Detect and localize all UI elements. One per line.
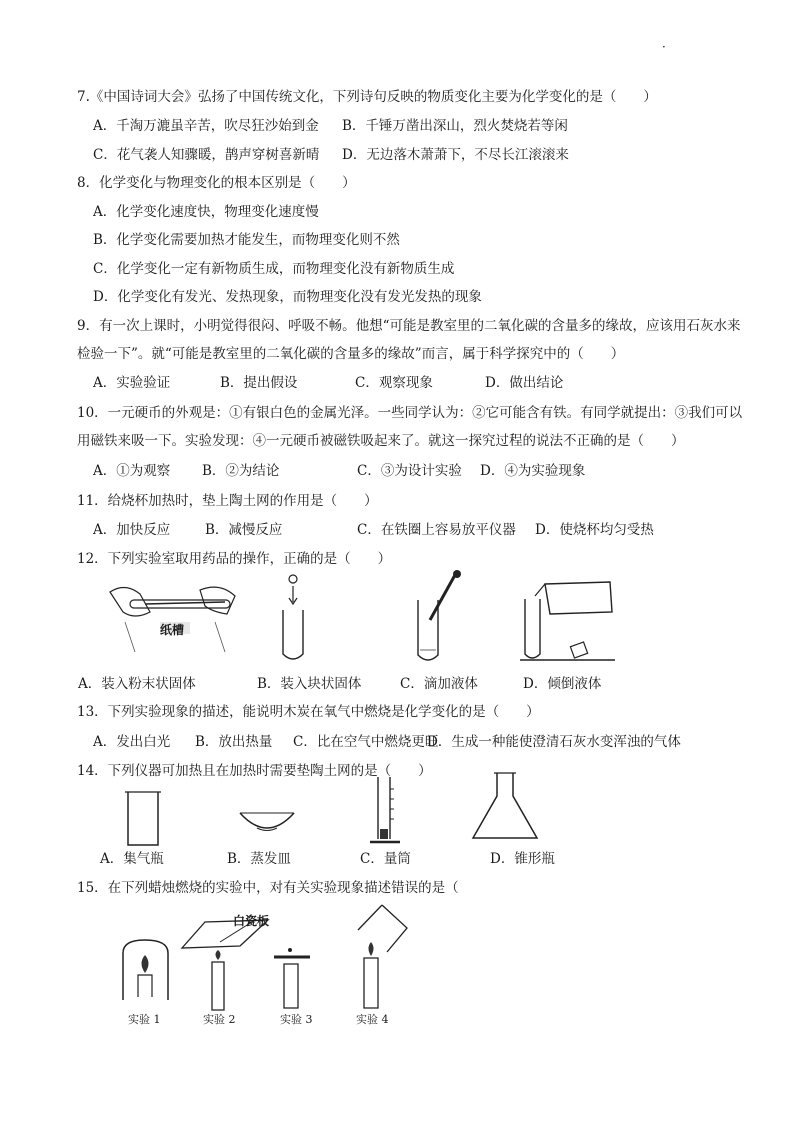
q15-figure-experiment-4 — [352, 900, 412, 1010]
q15-porcelain-plate-label: 白瓷板 — [233, 914, 270, 928]
q9-option-c[interactable]: C．观察现象 — [355, 375, 433, 391]
q12-option-c[interactable]: C．滴加液体 — [400, 676, 478, 692]
question-7-stem: 7.《中国诗词大会》弘扬了中国传统文化，下列诗句反映的物质变化主要为化学变化的是（ ） — [77, 89, 657, 105]
q13-option-c[interactable]: C．比在空气中燃烧更旺 — [293, 734, 439, 750]
q7-option-d[interactable]: D．无边落木萧萧下，不尽长江滚滚来 — [342, 147, 569, 163]
q7-option-a[interactable]: A．千淘万漉虽辛苦，吹尽狂沙始到金 — [93, 118, 319, 134]
question-11-stem: 11．给烧杯加热时，垫上陶土网的作用是（ ） — [77, 493, 378, 509]
q14-option-a[interactable]: A．集气瓶 — [100, 851, 164, 867]
q9-option-a[interactable]: A．实验验证 — [93, 375, 171, 391]
q10-option-a[interactable]: A．①为观察 — [93, 463, 171, 479]
q12-figure-b — [278, 572, 318, 667]
q13-option-a[interactable]: A．发出白光 — [93, 734, 171, 750]
q14-option-b[interactable]: B．蒸发皿 — [227, 851, 291, 867]
q11-option-c[interactable]: C．在铁圈上容易放平仪器 — [357, 522, 516, 538]
q12-paper-trough-label: 纸槽 — [160, 623, 185, 637]
question-8-stem: 8．化学变化与物理变化的根本区别是（ ） — [77, 175, 356, 191]
q7-option-b[interactable]: B．千锤万凿出深山，烈火焚烧若等闲 — [342, 118, 568, 134]
q10-option-b[interactable]: B．②为结论 — [202, 463, 280, 479]
q8-option-d[interactable]: D．化学变化有发光、发热现象，而物理变化没有发光发热的现象 — [93, 289, 482, 305]
question-10-stem-line2: 用磁铁来吸一下。实验发现：④一元硬币被磁铁吸起来了。就这一探究过程的说法不正确的是（ ） — [77, 433, 685, 449]
q10-option-c[interactable]: C．③为设计实验 — [357, 463, 462, 479]
question-14-stem: 14．下列仪器可加热且在加热时需要垫陶土网的是（ ） — [77, 763, 432, 779]
q15-experiment-1-label: 实验 1 — [128, 1013, 161, 1026]
q11-option-a[interactable]: A．加快反应 — [93, 522, 171, 538]
q14-figure-conical-flask — [470, 768, 540, 843]
q15-figure-experiment-3 — [272, 942, 312, 1010]
q14-figure-gas-bottle — [120, 790, 165, 848]
corner-mark: · — [662, 40, 666, 54]
q9-option-d[interactable]: D．做出结论 — [485, 375, 564, 391]
q8-option-c[interactable]: C．化学变化一定有新物质生成，而物理变化没有新物质生成 — [93, 261, 455, 277]
q12-figure-c — [410, 570, 470, 670]
q14-option-c[interactable]: C．量筒 — [360, 851, 411, 867]
q12-figure-d — [520, 574, 620, 669]
q9-option-b[interactable]: B．提出假设 — [220, 375, 298, 391]
q10-option-d[interactable]: D．④为实验现象 — [480, 463, 586, 479]
q8-option-b[interactable]: B．化学变化需要加热才能发生，而物理变化则不然 — [93, 232, 400, 248]
q8-option-a[interactable]: A．化学变化速度快，物理变化速度慢 — [93, 204, 319, 220]
q7-option-c[interactable]: C．花气袭人知骤暖，鹊声穿树喜新晴 — [93, 147, 320, 163]
q12-option-d[interactable]: D．倾倒液体 — [523, 676, 602, 692]
q12-option-a[interactable]: A．装入粉末状固体 — [78, 676, 196, 692]
question-13-stem: 13．下列实验现象的描述，能说明木炭在氧气中燃烧是化学变化的是（ ） — [77, 704, 540, 720]
q15-experiment-3-label: 实验 3 — [280, 1013, 313, 1026]
q14-option-d[interactable]: D．锥形瓶 — [490, 851, 555, 867]
q15-experiment-2-label: 实验 2 — [203, 1013, 236, 1026]
q12-option-b[interactable]: B．装入块状固体 — [257, 676, 362, 692]
q15-experiment-4-label: 实验 4 — [356, 1013, 389, 1026]
question-9-stem-line1: 9．有一次上课时，小明觉得很闷、呼吸不畅。他想“可能是教室里的二氧化碳的含量多的缘故，应该用石灰水来 — [77, 318, 741, 334]
q14-figure-evaporating-dish — [237, 808, 297, 838]
question-15-stem: 15．在下列蜡烛燃烧的实验中，对有关实验现象描述错误的是（ — [77, 880, 459, 896]
q11-option-b[interactable]: B．减慢反应 — [205, 522, 283, 538]
q15-figure-experiment-1 — [118, 935, 173, 1005]
q14-figure-graduated-cylinder — [370, 774, 405, 849]
q11-option-d[interactable]: D．使烧杯均匀受热 — [535, 522, 654, 538]
q13-option-b[interactable]: B．放出热量 — [195, 734, 273, 750]
question-9-stem-line2: 检验一下”。就“可能是教室里的二氧化碳的含量多的缘故”而言，属于科学探究中的（ ） — [77, 346, 625, 362]
question-12-stem: 12．下列实验室取用药品的操作，正确的是（ ） — [77, 551, 392, 567]
question-10-stem-line1: 10．一元硬币的外观是：①有银白色的金属光泽。一些同学认为：②它可能含有铁。有同学就提出：③我们可以 — [77, 405, 743, 421]
q13-option-d[interactable]: D．生成一种能使澄清石灰水变浑浊的气体 — [427, 734, 681, 750]
